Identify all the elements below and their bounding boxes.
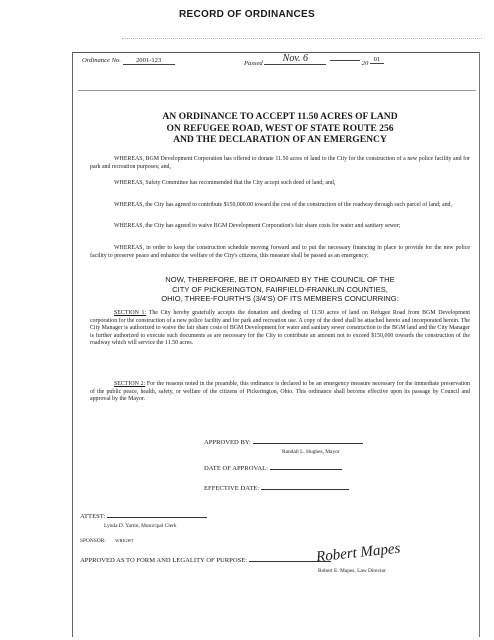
approved-form-label: APPROVED AS TO FORM AND LEGALITY OF PURPOSE: (80, 557, 248, 564)
whereas-5 (90, 245, 470, 260)
section-1-label: SECTION 1: (114, 310, 147, 316)
section-1-text: The City hereby gratefully accepts the donation and deeding of 11.50 acres of land on Refugee Road from BGM Development corporation for the construction of a new police facility and for park and recreation use. A copy of the deed shall be attached hereto and incorporated herein. The City Manager is authorized to waive the fair share costs of BGM Development for water and sanitary sewer construction to the BGM land and the City Manager is further authorized to execute such documents as are necessary for the City to contribute an amount not to exceed $150,000 towards the construction of the roadway which will service the 11.50 acres. (90, 310, 470, 347)
passed-blank (330, 60, 360, 61)
year-prefix: 20 (361, 60, 369, 67)
section-2 (90, 381, 470, 404)
clerk-name: Lynda D. Yartin, Municipal Clerk (104, 523, 177, 529)
mayor-signature-line (253, 443, 363, 444)
passed-row (244, 53, 384, 65)
ordinance-label: Ordinance No. (82, 57, 121, 64)
passed-date: Nov. 6 (264, 53, 326, 65)
ordinance-title (90, 111, 470, 146)
whereas-2 (90, 180, 470, 188)
attest-label: ATTEST: (80, 513, 106, 520)
whereas-text: WHEREAS, BGM Development Corporation has offered to donate 11.50 acres of land to the City for the construction of a new police facility and for park and recreation purposes; and, (90, 156, 470, 170)
effective-date-row (204, 485, 349, 492)
effective-date-line (261, 489, 349, 490)
header-divider (78, 90, 476, 91)
title-line: AND THE DECLARATION OF AN EMERGENCY (173, 134, 387, 145)
approved-by-row (204, 439, 363, 446)
ordain-line: OHIO, THREE-FOURTH'S (3/4'S) OF ITS MEMBERS CONCURRING: (161, 294, 399, 304)
effective-date-label: EFFECTIVE DATE: (204, 485, 260, 492)
section-1 (90, 310, 470, 348)
ordain-line: NOW, THEREFORE, BE IT ORDAINED BY THE COUNCIL OF THE (165, 275, 395, 284)
whereas-4 (90, 223, 470, 231)
section-2-text: For the reasons noted in the preamble, this ordinance is declared to be an emergency measure necessary for the immediate preservation of the public peace, health, safety, or welfare of the citizens of Pickerington, Ohio. This ordinance shall become effective upon its passage by Council and approval by the Mayor. (90, 381, 470, 403)
passed-label: Passed (244, 60, 263, 67)
whereas-3 (90, 202, 470, 210)
title-line: AN ORDINANCE TO ACCEPT 11.50 ACRES OF LAND (162, 111, 398, 122)
mayor-name: Randall L. Hughes, Mayor (282, 449, 340, 455)
sponsor-label: SPONSOR: (80, 538, 106, 544)
whereas-text: WHEREAS, the City has agreed to contribute $150,000.00 toward the cost of the construction of the roadway through such parcel of land; and, (114, 202, 452, 208)
ordaining-clause (90, 275, 470, 304)
clerk-signature-line (107, 517, 207, 518)
title-line: ON REFUGEE ROAD, WEST OF STATE ROUTE 256 (166, 122, 394, 134)
date-of-approval-line (270, 469, 342, 470)
ordinance-number: 2001-123 (123, 57, 175, 65)
whereas-1 (90, 156, 470, 171)
approved-by-label: APPROVED BY: (204, 439, 251, 446)
law-director-name: Robert E. Mapes, Law Director (318, 568, 386, 574)
whereas-text: WHEREAS, Safety Committee has recommended that the City accept such deed of land; and, (114, 180, 336, 186)
law-director-signature: Robert Mapes (315, 540, 402, 566)
ordinance-number-row (82, 57, 175, 65)
page-frame-left (72, 52, 73, 637)
year-suffix: 01 (370, 56, 384, 64)
section-2-label: SECTION 2: (114, 381, 146, 387)
ordain-line: CITY OF PICKERINGTON, FAIRFIELD-FRANKLIN COUNTIES, (172, 284, 388, 294)
page-frame-right (479, 52, 480, 637)
top-rule (122, 38, 482, 39)
approved-form-row (80, 557, 331, 564)
record-title: RECORD OF ORDINANCES (178, 9, 315, 20)
whereas-text: WHEREAS, the City has agreed to waive BGM Development Corporation's fair share costs for water and sanitary sewer; (114, 223, 401, 229)
attest-row (80, 513, 207, 520)
date-of-approval-row (204, 465, 342, 472)
sponsor-name: WRIGHT (115, 538, 134, 543)
sponsor-row (80, 538, 134, 544)
whereas-text: WHEREAS, in order to keep the construction schedule moving forward and to put the necessary financing in place to provide for the new police facility to preserve peace and enhance the welfare of the City's citizens, this measure shall be passed as an emergency; (90, 245, 470, 259)
date-of-approval-label: DATE OF APPROVAL: (204, 465, 268, 472)
